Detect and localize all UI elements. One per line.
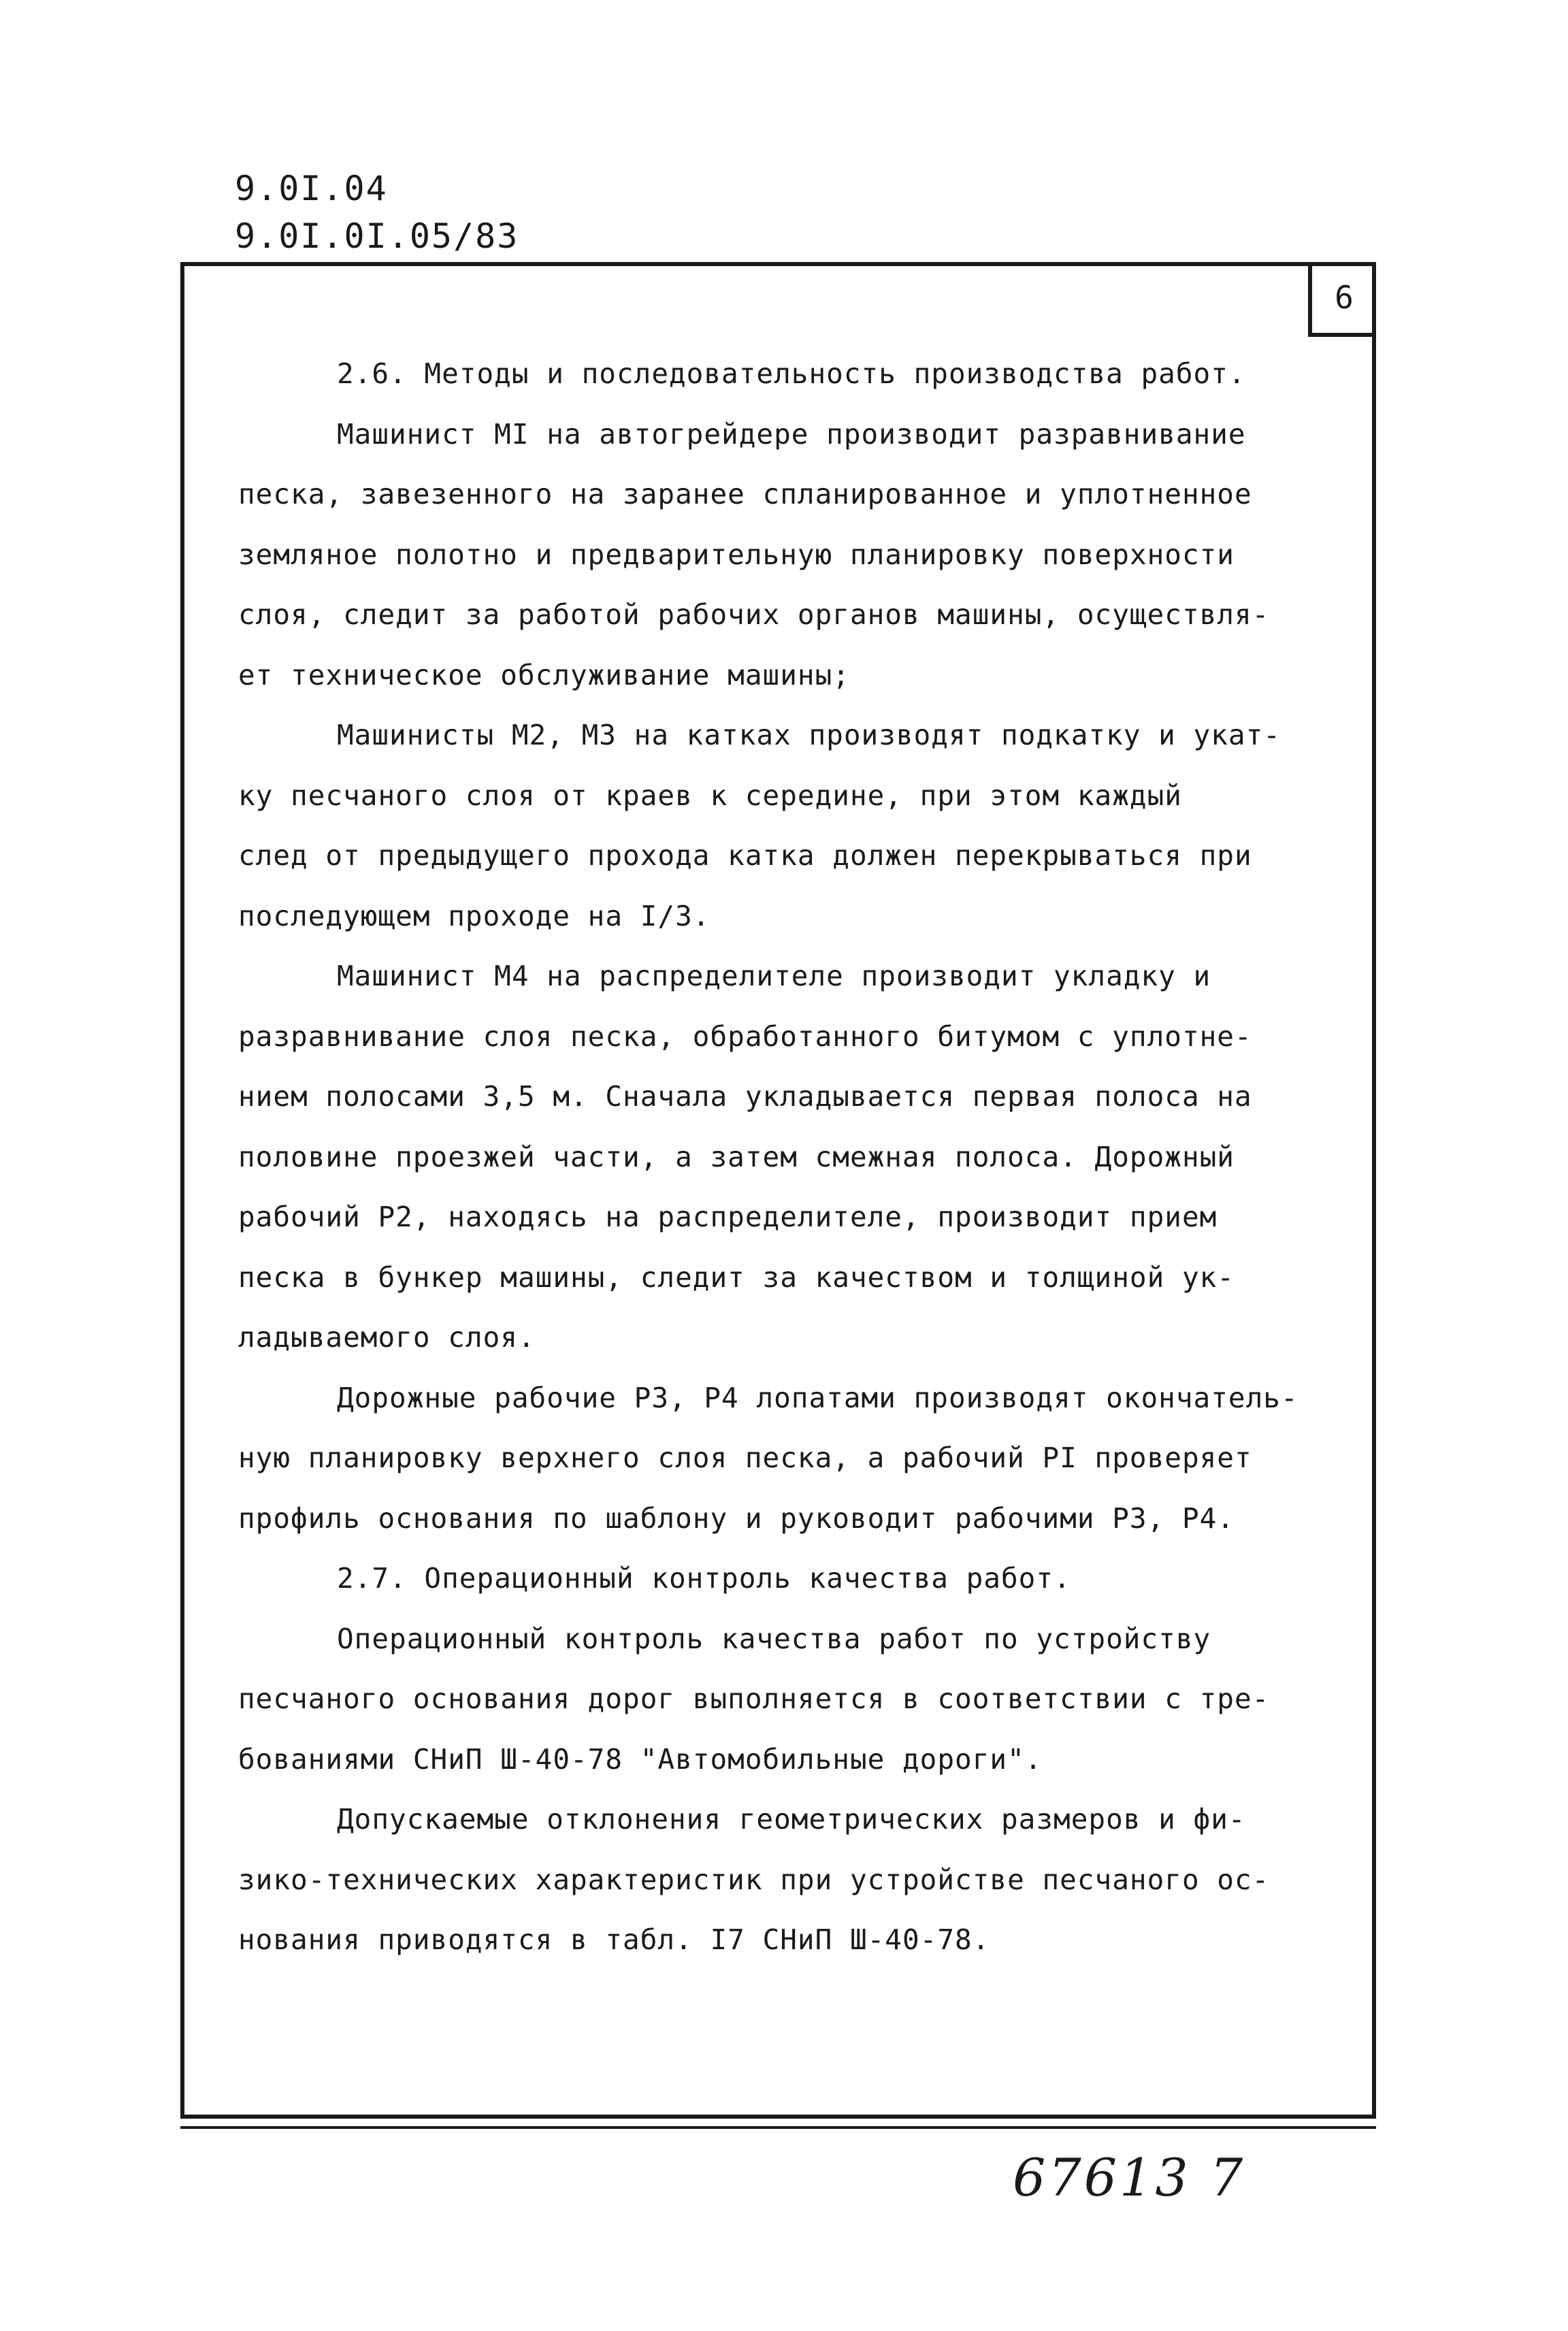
text-line: земляное полотно и предварительную планировку поверхности bbox=[238, 538, 1235, 571]
text-line: Машинист М4 на распределителе производит укладку и bbox=[337, 960, 1211, 992]
text-line: след от предыдущего прохода катка должен перекрываться при bbox=[238, 839, 1252, 872]
text-line: песчаного основания дорог выполняется в соответствии с тре- bbox=[238, 1682, 1270, 1715]
text-line: профиль основания по шаблону и руководит рабочими Р3, Р4. bbox=[238, 1501, 1235, 1535]
text-line: Дорожные рабочие Р3, Р4 лопатами производят окончатель- bbox=[337, 1381, 1298, 1414]
text-line: слоя, следит за работой рабочих органов машины, осуществля- bbox=[238, 598, 1270, 631]
text-line: разравнивание слоя песка, обработанного битумом с уплотне- bbox=[238, 1020, 1252, 1053]
text-line: песка, завезенного на заранее спланированное и уплотненное bbox=[238, 478, 1252, 510]
text-line: рабочий Р2, находясь на распределителе, производит прием bbox=[238, 1201, 1218, 1233]
text-line: Допускаемые отклонения геометрических размеров и фи- bbox=[337, 1803, 1246, 1836]
document-code-secondary: 9.0I.0I.05/83 bbox=[235, 216, 519, 256]
document-code-primary: 9.0I.04 bbox=[235, 169, 388, 208]
text-line: ку песчаного слоя от краев к середине, при этом каждый bbox=[238, 779, 1182, 812]
text-line: нием полосами 3,5 м. Сначала укладывается первая полоса на bbox=[238, 1080, 1252, 1113]
page-number: 6 bbox=[1308, 262, 1376, 337]
text-line: Машинист МI на автогрейдере производит разравнивание bbox=[337, 417, 1246, 451]
text-line: ную планировку верхнего слоя песка, а рабочий РI проверяет bbox=[238, 1441, 1252, 1474]
text-line: нования приводятся в табл. I7 СНиП Ш-40-78. bbox=[238, 1923, 990, 1956]
text-line: песка в бункер машины, следит за качеством и толщиной ук- bbox=[238, 1260, 1235, 1294]
text-line: половине проезжей части, а затем смежная полоса. Дорожный bbox=[238, 1140, 1235, 1173]
footer-rule bbox=[180, 2126, 1376, 2129]
document-body bbox=[238, 344, 1344, 1970]
text-line: Машинисты М2, М3 на катках производят подкатку и укат- bbox=[337, 719, 1281, 751]
section-heading-2-7: 2.7. Операционный контроль качества работ. bbox=[337, 1562, 1071, 1595]
section-heading-2-6: 2.6. Методы и последовательность производства работ. bbox=[337, 357, 1246, 390]
handwritten-number: 67613 7 bbox=[1013, 2147, 1246, 2208]
text-line: бованиями СНиП Ш-40-78 "Автомобильные дороги". bbox=[238, 1742, 1043, 1776]
text-line: ет техническое обслуживание машины; bbox=[238, 658, 850, 691]
text-line: Операционный контроль качества работ по устройству bbox=[337, 1622, 1211, 1655]
text-line: последующем проходе на I/3. bbox=[238, 899, 710, 932]
text-line: зико-технических характеристик при устройстве песчаного ос- bbox=[238, 1863, 1270, 1896]
text-line: ладываемого слоя. bbox=[238, 1321, 536, 1354]
